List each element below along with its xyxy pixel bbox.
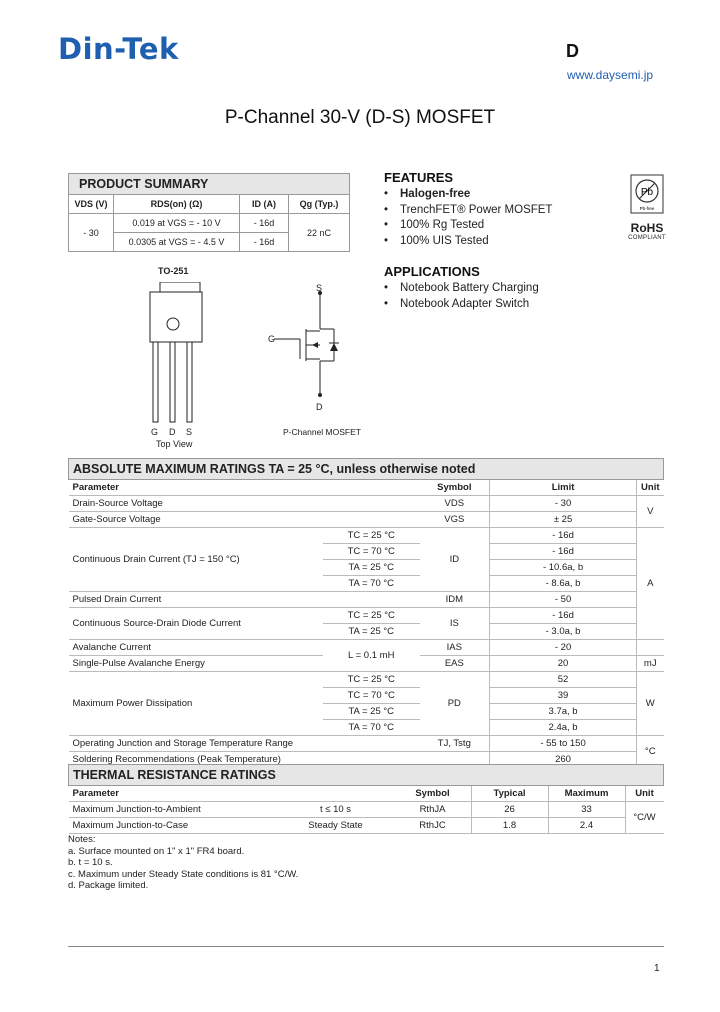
thermal-cond: t ≤ 10 s — [277, 802, 395, 818]
limit: 3.7a, b — [490, 704, 637, 720]
cond-inductance: L = 0.1 mH — [323, 640, 420, 672]
note-item: a. Surface mounted on 1" x 1" FR4 board. — [68, 845, 245, 857]
part-number: D — [566, 41, 579, 61]
feature-item: • 100% UIS Tested — [384, 234, 552, 250]
col-unit: Unit — [625, 786, 664, 802]
sym-vgs: VGS — [420, 512, 490, 528]
col-id: ID (A) — [240, 195, 289, 214]
to251-package-drawing — [140, 282, 210, 427]
thermal-cond: Steady State — [277, 818, 395, 834]
limit-ias: - 20 — [490, 640, 637, 656]
sym-ias: IAS — [420, 640, 490, 656]
sym-pd: PD — [420, 672, 490, 736]
col-vds: VDS (V) — [69, 195, 114, 214]
limit: 2.4a, b — [490, 720, 637, 736]
schematic-source-label: S — [316, 283, 323, 293]
schematic-gate-label: G — [268, 334, 276, 344]
col-unit: Unit — [637, 480, 664, 496]
notes — [68, 834, 298, 892]
col-typical: Typical — [471, 786, 548, 802]
limit: 52 — [490, 672, 637, 688]
param-single-pulse: Single-Pulse Avalanche Energy — [69, 656, 323, 672]
product-summary-table — [68, 173, 350, 252]
limit-vgs: ± 25 — [490, 512, 637, 528]
company-logo: Din-Tek — [58, 32, 179, 66]
param-gate-source: Gate-Source Voltage — [69, 512, 323, 528]
pb-free-icon — [630, 174, 664, 214]
limit: - 10.6a, b — [490, 560, 637, 576]
param-drain-source: Drain-Source Voltage — [69, 496, 323, 512]
sym-idm: IDM — [420, 592, 490, 608]
limit: - 16d — [490, 544, 637, 560]
cond: TC = 25 °C — [323, 528, 420, 544]
thermal-typ: 1.8 — [471, 818, 548, 834]
sym-is: IS — [420, 608, 490, 640]
param-continuous-drain: Continuous Drain Current (TJ = 150 °C) — [69, 528, 323, 592]
applications-heading: APPLICATIONS — [384, 264, 480, 279]
thermal-heading: THERMAL RESISTANCE RATINGS — [69, 765, 664, 786]
param-soldering: Soldering Recommendations (Peak Temperature) — [69, 752, 420, 768]
rds-row-2: 0.0305 at VGS = - 4.5 V — [114, 233, 240, 252]
thermal-max: 33 — [548, 802, 625, 818]
package-name: TO-251 — [158, 266, 189, 276]
svg-text:Pb-free: Pb-free — [639, 206, 655, 211]
unit-v: V — [637, 496, 664, 528]
pin-s-label: S — [186, 427, 193, 437]
thermal-unit: °C/W — [625, 802, 664, 834]
applications-list — [384, 281, 539, 312]
thermal-symbol: RthJC — [395, 818, 472, 834]
note-item: b. t = 10 s. — [68, 857, 113, 868]
unit-w: W — [637, 672, 664, 736]
unit-mj: mJ — [637, 656, 664, 672]
col-qg: Qg (Typ.) — [289, 195, 350, 214]
rohs-label: RoHS — [630, 221, 664, 235]
page-number: 1 — [654, 963, 660, 974]
schematic-drain-label: D — [316, 402, 323, 412]
application-item: • Notebook Adapter Switch — [384, 297, 539, 313]
param-source-drain: Continuous Source-Drain Diode Current — [69, 608, 323, 640]
footer-divider — [68, 946, 664, 947]
id-row-1: - 16d — [240, 214, 289, 233]
limit: - 16d — [490, 608, 637, 624]
features-list — [384, 187, 552, 249]
unit-c: °C — [637, 736, 664, 768]
schematic-caption: P-Channel MOSFET — [283, 427, 361, 437]
thermal-param: Maximum Junction-to-Ambient — [69, 802, 277, 818]
package-view-label: Top View — [156, 439, 193, 449]
sym-tj: TJ, Tstg — [420, 736, 490, 752]
pin-d-label: D — [169, 427, 176, 437]
col-symbol: Symbol — [437, 482, 472, 493]
col-parameter: Parameter — [72, 788, 119, 799]
col-maximum: Maximum — [548, 786, 625, 802]
param-pulsed-drain: Pulsed Drain Current — [69, 592, 323, 608]
thermal-param: Maximum Junction-to-Case — [69, 818, 277, 834]
unit-a: A — [637, 528, 664, 640]
col-parameter: Parameter — [72, 482, 119, 493]
abs-max-heading: ABSOLUTE MAXIMUM RATINGS TA = 25 °C, unless otherwise noted — [69, 459, 664, 480]
feature-item: • TrenchFET® Power MOSFET — [384, 203, 552, 219]
pin-g-label: G — [151, 427, 159, 437]
sym-eas: EAS — [420, 656, 490, 672]
cond: TA = 25 °C — [323, 560, 420, 576]
cond: TA = 25 °C — [323, 704, 420, 720]
limit-solder: 260 — [490, 752, 637, 768]
product-summary-heading: PRODUCT SUMMARY — [69, 174, 350, 195]
note-item: c. Maximum under Steady State conditions is 81 °C/W. — [68, 868, 299, 880]
limit: - 3.0a, b — [490, 624, 637, 640]
absolute-maximum-ratings-table — [68, 458, 664, 768]
feature-item: • Halogen-free — [384, 187, 552, 203]
limit: 39 — [490, 688, 637, 704]
page-title: P-Channel 30-V (D-S) MOSFET — [224, 107, 496, 128]
thermal-resistance-table — [68, 764, 664, 834]
cond: TC = 25 °C — [323, 608, 420, 624]
limit-vds: - 30 — [490, 496, 637, 512]
param-operating-temp: Operating Junction and Storage Temperature Range — [69, 736, 420, 752]
col-rds: RDS(on) (Ω) — [114, 195, 240, 214]
sym-vds: VDS — [420, 496, 490, 512]
limit: - 16d — [490, 528, 637, 544]
notes-heading: Notes: — [68, 834, 96, 845]
thermal-symbol: RthJA — [395, 802, 472, 818]
cond: TC = 25 °C — [323, 672, 420, 688]
qg-value: 22 nC — [289, 214, 350, 252]
limit-eas: 20 — [490, 656, 637, 672]
vds-value: - 30 — [69, 214, 114, 252]
limit: - 8.6a, b — [490, 576, 637, 592]
sym-id: ID — [420, 528, 490, 592]
cond: TA = 70 °C — [323, 576, 420, 592]
feature-item: • 100% Rg Tested — [384, 218, 552, 234]
param-power: Maximum Power Dissipation — [69, 672, 323, 736]
svg-text:Pb: Pb — [640, 187, 654, 198]
limit-idm: - 50 — [490, 592, 637, 608]
param-avalanche: Avalanche Current — [69, 640, 323, 656]
id-row-2: - 16d — [240, 233, 289, 252]
rohs-sub: COMPLIANT — [628, 235, 666, 241]
note-item: d. Package limited. — [68, 880, 149, 891]
col-limit: Limit — [490, 480, 637, 496]
rds-row-1: 0.019 at VGS = - 10 V — [114, 214, 240, 233]
cond: TC = 70 °C — [323, 688, 420, 704]
cond: TA = 25 °C — [323, 624, 420, 640]
cond: TC = 70 °C — [323, 544, 420, 560]
col-symbol: Symbol — [415, 788, 450, 799]
features-heading: FEATURES — [384, 170, 454, 185]
limit-tj: - 55 to 150 — [490, 736, 637, 752]
thermal-max: 2.4 — [548, 818, 625, 834]
rohs-badge — [628, 174, 666, 241]
cond: TA = 70 °C — [323, 720, 420, 736]
application-item: • Notebook Battery Charging — [384, 281, 539, 297]
website-link[interactable]: www.daysemi.jp — [567, 68, 654, 82]
mosfet-schematic — [264, 283, 354, 403]
thermal-typ: 26 — [471, 802, 548, 818]
